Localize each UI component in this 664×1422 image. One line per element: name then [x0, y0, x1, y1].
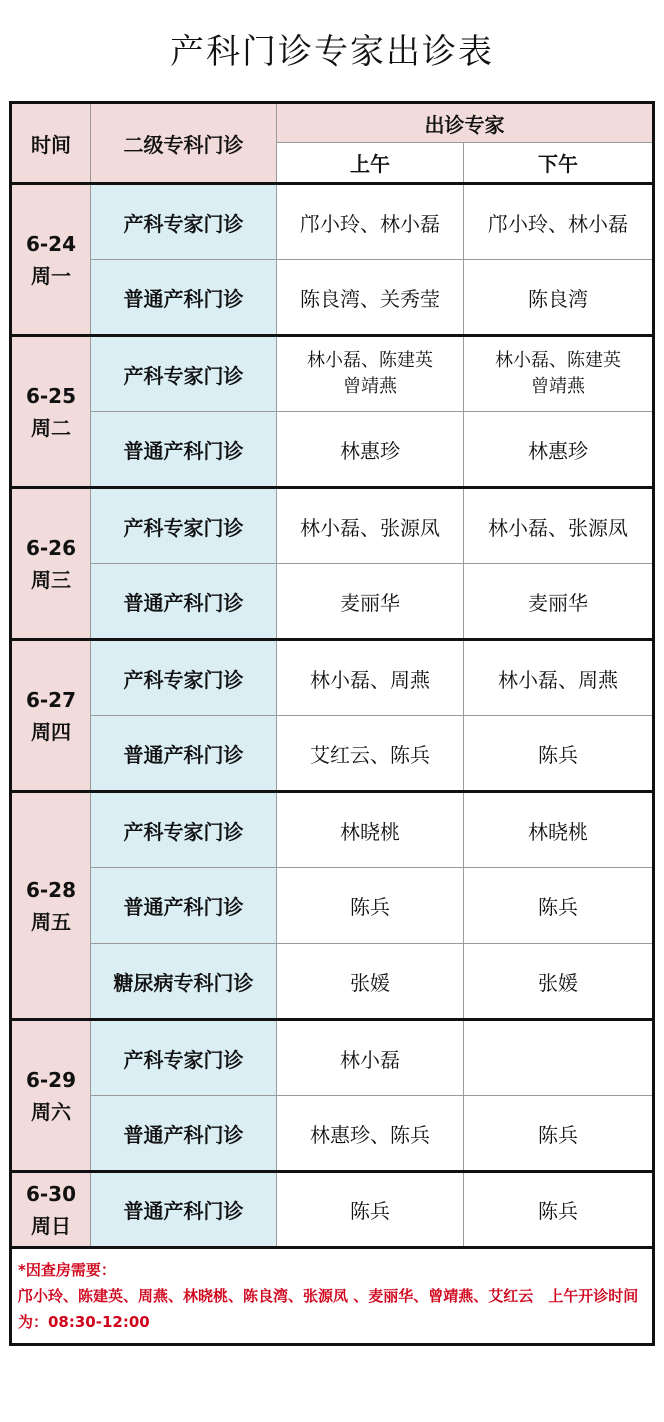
clinic-name: 产科专家门诊 [91, 640, 277, 716]
schedule-row [11, 868, 654, 944]
pm-doctors [464, 640, 654, 716]
doctor-names: 麦丽华 [528, 590, 588, 615]
pm-doctors [464, 564, 654, 640]
weekday-label: 周二 [31, 415, 71, 440]
am-doctors [277, 792, 464, 868]
date-cell [11, 336, 91, 488]
weekday-label: 周日 [31, 1213, 71, 1238]
schedule-row [11, 564, 654, 640]
clinic-name: 普通产科门诊 [91, 716, 277, 792]
doctor-names: 曾靖燕 [531, 376, 585, 397]
clinic-name: 普通产科门诊 [91, 260, 277, 336]
header-clinic: 二级专科门诊 [91, 103, 277, 184]
doctor-names: 陈兵 [538, 895, 578, 919]
doctor-names: 林小磊、张源凤 [488, 515, 628, 540]
doctor-names: 林小磊、张源凤 [300, 515, 440, 540]
date-cell [11, 792, 91, 1020]
schedule-row [11, 716, 654, 792]
date-label: 6-27 [25, 687, 77, 712]
am-doctors [277, 260, 464, 336]
doctor-names: 林小磊、周燕 [498, 667, 618, 692]
doctor-names: 陈兵 [538, 742, 578, 767]
clinic-name: 产科专家门诊 [91, 792, 277, 868]
schedule-table [9, 101, 655, 1346]
doctor-names: 陈兵 [538, 1122, 578, 1147]
doctor-names: 林晓桃 [528, 819, 588, 844]
note-heading: *因查房需要： [18, 1261, 116, 1279]
schedule-row [11, 184, 654, 260]
doctor-names: 张媛 [350, 970, 390, 995]
am-doctors [277, 1020, 464, 1096]
clinic-name: 普通产科门诊 [91, 868, 277, 944]
am-doctors [277, 412, 464, 488]
doctor-names: 邝小玲、林小磊 [300, 211, 440, 236]
date-label: 6-29 [25, 1067, 77, 1092]
doctor-names: 林小磊、陈建英 [307, 350, 433, 371]
note-cell [11, 1248, 654, 1345]
schedule-row [11, 1020, 654, 1096]
doctor-names: 艾红云、陈兵 [310, 742, 430, 767]
pm-doctors [464, 944, 654, 1020]
clinic-name: 产科专家门诊 [91, 488, 277, 564]
date-cell [11, 184, 91, 336]
note-row [11, 1248, 654, 1345]
doctor-names: 邝小玲、林小磊 [488, 211, 628, 236]
date-label: 6-25 [25, 383, 77, 408]
schedule-row [11, 412, 654, 488]
doctor-names: 张媛 [538, 970, 578, 995]
doctor-names: 麦丽华 [340, 590, 400, 615]
clinic-name: 产科专家门诊 [91, 184, 277, 260]
weekday-label: 周三 [31, 567, 71, 592]
clinic-name: 普通产科门诊 [91, 1172, 277, 1248]
header-pm: 下午 [464, 143, 654, 184]
weekday-label: 周四 [31, 719, 71, 744]
clinic-name: 普通产科门诊 [91, 1096, 277, 1172]
weekday-label: 周六 [31, 1099, 71, 1124]
schedule-row [11, 792, 654, 868]
pm-doctors [464, 1172, 654, 1248]
pm-doctors [464, 868, 654, 944]
date-cell [11, 1020, 91, 1172]
schedule-row [11, 336, 654, 412]
doctor-names: 林晓桃 [340, 819, 400, 844]
date-label: 6-24 [25, 231, 77, 256]
am-doctors [277, 488, 464, 564]
pm-doctors [464, 336, 654, 412]
am-doctors [277, 868, 464, 944]
doctor-names: 林小磊 [340, 1047, 400, 1072]
page-title: 产科门诊专家出诊表 [170, 32, 494, 72]
doctor-names: 陈兵 [350, 895, 390, 919]
pm-doctors [464, 260, 654, 336]
doctor-names: 林惠珍、陈兵 [310, 1122, 430, 1147]
date-cell [11, 488, 91, 640]
am-doctors [277, 564, 464, 640]
doctor-names: 陈兵 [350, 1199, 390, 1223]
clinic-name: 普通产科门诊 [91, 412, 277, 488]
doctor-names: 林惠珍 [340, 438, 400, 463]
note-text: 邝小玲、陈建英、周燕、林晓桃、陈良湾、张源凤 、麦丽华、曾靖燕、艾红云 上午开诊时间为：08:30-12:00 [18, 1287, 639, 1331]
weekday-label: 周一 [31, 263, 71, 288]
schedule-row [11, 1172, 654, 1248]
doctor-names: 陈兵 [538, 1199, 578, 1223]
am-doctors [277, 336, 464, 412]
date-cell [11, 640, 91, 792]
weekday-label: 周五 [31, 909, 71, 934]
schedule-row [11, 640, 654, 716]
pm-doctors [464, 1096, 654, 1172]
clinic-name: 普通产科门诊 [91, 564, 277, 640]
date-cell [11, 1172, 91, 1248]
date-label: 6-28 [25, 877, 77, 902]
header-experts: 出诊专家 [277, 103, 654, 143]
clinic-name: 糖尿病专科门诊 [91, 944, 277, 1020]
schedule-row [11, 1096, 654, 1172]
am-doctors [277, 640, 464, 716]
header-time: 时间 [11, 103, 91, 184]
pm-doctors [464, 412, 654, 488]
am-doctors [277, 944, 464, 1020]
doctor-names: 林小磊、陈建英 [495, 350, 621, 371]
schedule-row [11, 944, 654, 1020]
schedule-row [11, 260, 654, 336]
header-am: 上午 [277, 143, 464, 184]
doctor-names: 陈良湾 [528, 286, 588, 311]
doctor-names: 曾靖燕 [343, 376, 397, 397]
schedule-row [11, 488, 654, 564]
am-doctors [277, 1172, 464, 1248]
am-doctors [277, 1096, 464, 1172]
date-label: 6-30 [25, 1181, 77, 1206]
pm-doctors [464, 184, 654, 260]
doctor-names: 林小磊、周燕 [310, 667, 430, 692]
pm-doctors [464, 716, 654, 792]
doctor-names: 陈良湾、关秀莹 [300, 286, 440, 311]
pm-doctors [464, 488, 654, 564]
clinic-name: 产科专家门诊 [91, 336, 277, 412]
pm-doctors [464, 1020, 654, 1096]
clinic-name: 产科专家门诊 [91, 1020, 277, 1096]
am-doctors [277, 184, 464, 260]
am-doctors [277, 716, 464, 792]
doctor-names: 林惠珍 [528, 438, 588, 463]
pm-doctors [464, 792, 654, 868]
date-label: 6-26 [25, 535, 77, 560]
